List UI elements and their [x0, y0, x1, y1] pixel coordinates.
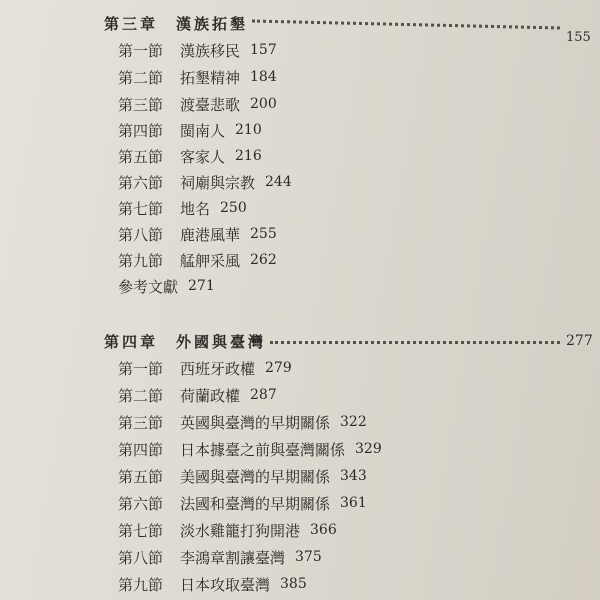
toc-entry[interactable]: [118, 91, 277, 117]
section-label: 第六節: [118, 494, 164, 513]
section-label: 第六節: [118, 173, 164, 192]
toc-entry[interactable]: [118, 490, 367, 516]
section-label: 第四節: [118, 440, 164, 459]
section-label: 第七節: [118, 199, 164, 218]
toc-entry[interactable]: [118, 382, 277, 408]
section-label: 第八節: [118, 225, 164, 244]
section-page: 343: [340, 468, 367, 484]
section-label: 第九節: [118, 575, 164, 594]
toc-entry[interactable]: [118, 195, 247, 221]
section-title: 客家人: [180, 147, 226, 166]
references-page: 271: [188, 278, 215, 294]
section-page: 244: [265, 174, 292, 190]
toc-entry[interactable]: [118, 436, 382, 462]
section-page: 184: [250, 69, 277, 85]
chapter-heading[interactable]: [104, 10, 592, 45]
section-title: 鹿港風華: [180, 225, 241, 244]
chapter-page-number: 155: [566, 29, 591, 45]
dot-leader: [270, 341, 560, 344]
toc-entry[interactable]: [118, 517, 337, 543]
section-label: 第四節: [118, 121, 164, 140]
toc-entry[interactable]: [118, 355, 292, 381]
section-title: 拓墾精神: [180, 68, 241, 87]
section-page: 385: [280, 576, 307, 592]
dot-leader: [252, 19, 560, 29]
section-label: 第七節: [118, 521, 164, 540]
section-page: 255: [250, 226, 277, 242]
section-page: 216: [235, 148, 262, 164]
toc-entry[interactable]: [118, 117, 262, 143]
section-title: 日本據臺之前與臺灣關係: [180, 440, 346, 459]
section-page: 366: [310, 522, 337, 538]
toc-entry[interactable]: [118, 463, 367, 489]
chapter-page-number: 277: [566, 333, 593, 349]
section-page: 250: [220, 200, 247, 216]
section-label: 第八節: [118, 548, 164, 567]
toc-entry[interactable]: [118, 143, 262, 169]
section-title: 日本攻取臺灣: [180, 575, 271, 594]
section-title: 漢族移民: [180, 41, 241, 60]
chapter-title: 第三章 漢族拓墾: [104, 14, 249, 33]
toc-entry[interactable]: [118, 64, 277, 90]
section-label: 第五節: [118, 147, 164, 166]
section-label: 第二節: [118, 68, 164, 87]
section-label: 第二節: [118, 386, 164, 405]
section-title: 淡水雞籠打狗開港: [180, 521, 301, 540]
toc-entry[interactable]: [118, 221, 277, 247]
references-title: 參考文獻: [118, 277, 179, 296]
section-page: 157: [250, 42, 277, 58]
toc-entry[interactable]: [118, 544, 322, 570]
section-page: 210: [235, 122, 262, 138]
section-title: 英國與臺灣的早期關係: [180, 413, 331, 432]
section-page: 200: [250, 96, 277, 112]
section-title: 祠廟與宗教: [180, 173, 256, 192]
toc-entry-references[interactable]: [118, 273, 215, 299]
chapter-heading[interactable]: [104, 328, 592, 354]
section-title: 西班牙政權: [180, 359, 256, 378]
section-label: 第三節: [118, 413, 164, 432]
toc-entry[interactable]: [118, 571, 307, 597]
section-page: 262: [250, 252, 277, 268]
toc-entry[interactable]: [118, 37, 277, 63]
section-label: 第五節: [118, 467, 164, 486]
section-title: 美國與臺灣的早期關係: [180, 467, 331, 486]
section-label: 第一節: [118, 41, 164, 60]
chapter-title: 第四章 外國與臺灣: [104, 332, 267, 351]
toc-entry[interactable]: [118, 409, 367, 435]
section-title: 地名: [180, 199, 211, 218]
section-title: 荷蘭政權: [180, 386, 241, 405]
section-page: 361: [340, 495, 367, 511]
section-label: 第九節: [118, 251, 164, 270]
section-title: 李鴻章割讓臺灣: [180, 548, 286, 567]
section-page: 287: [250, 387, 277, 403]
section-page: 329: [355, 441, 382, 457]
section-title: 法國和臺灣的早期關係: [180, 494, 331, 513]
section-title: 渡臺悲歌: [180, 95, 241, 114]
section-label: 第一節: [118, 359, 164, 378]
section-title: 艋舺采風: [180, 251, 241, 270]
section-label: 第三節: [118, 95, 164, 114]
section-page: 322: [340, 414, 367, 430]
toc-entry[interactable]: [118, 247, 277, 273]
section-page: 375: [295, 549, 322, 565]
toc-entry[interactable]: [118, 169, 292, 195]
section-page: 279: [265, 360, 292, 376]
section-title: 閩南人: [180, 121, 226, 140]
